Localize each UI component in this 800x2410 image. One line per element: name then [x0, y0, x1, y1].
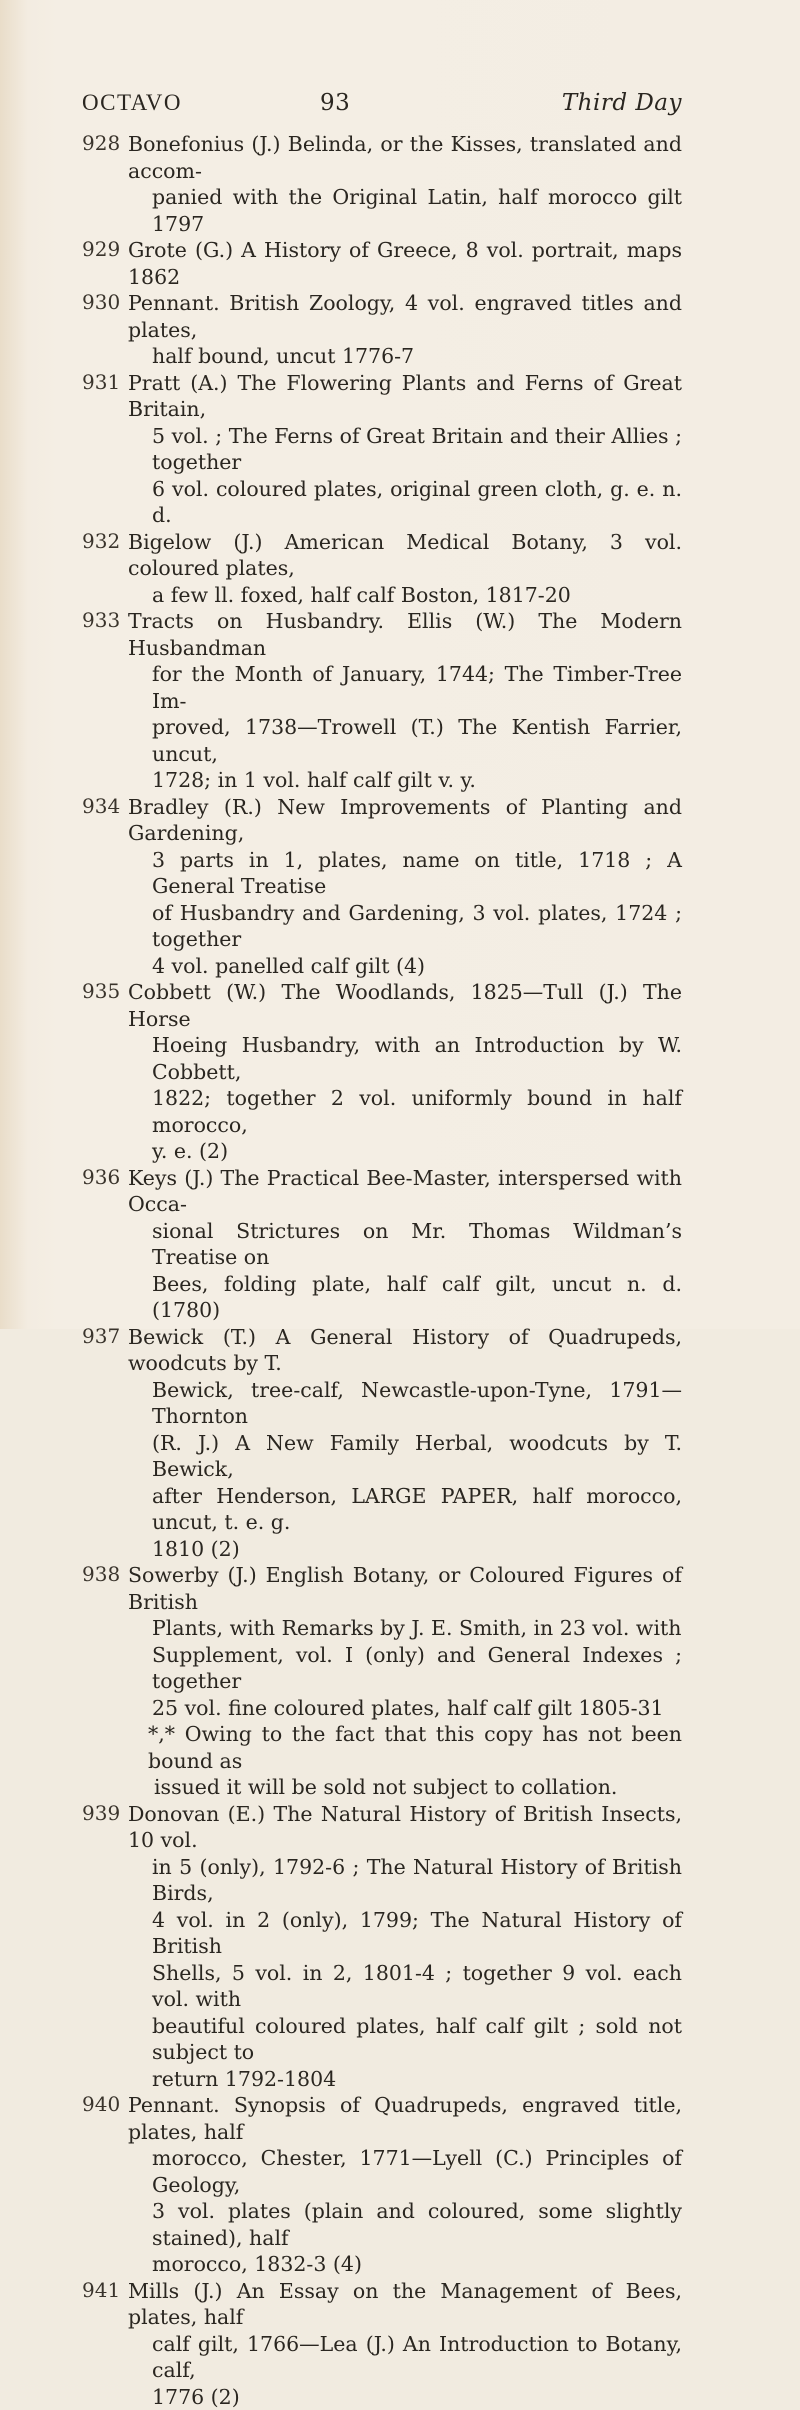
lot-description	[128, 979, 682, 1165]
description-line: morocco, 1832-3 (4)	[128, 2251, 682, 2278]
lot-description	[128, 1801, 682, 2093]
description-line: 1728; in 1 vol. half calf gilt v. y.	[128, 767, 682, 794]
lot-description	[128, 290, 682, 370]
lot-number: 935	[82, 979, 122, 1003]
lot-entry	[82, 2092, 682, 2278]
description-line: Sowerby (J.) English Botany, or Coloured Figures of British	[128, 1562, 682, 1615]
description-line: Bees, folding plate, half calf gilt, uncut n. d. (1780)	[128, 1271, 682, 1324]
lot-entry	[82, 370, 682, 529]
description-line: Bonefonius (J.) Belinda, or the Kisses, translated and accom-	[128, 131, 682, 184]
description-line: 3 parts in 1, plates, name on title, 1718 ; A General Treatise	[128, 847, 682, 900]
lot-entry	[82, 237, 682, 290]
lot-number: 937	[82, 1324, 122, 1348]
lot-entry	[82, 1165, 682, 1324]
description-line: for the Month of January, 1744; The Timber-Tree Im-	[128, 661, 682, 714]
description-line: (R. J.) A New Family Herbal, woodcuts by T. Bewick,	[128, 1430, 682, 1483]
lot-entry	[82, 1562, 682, 1801]
description-line: Bradley (R.) New Improvements of Planting and Gardening,	[128, 794, 682, 847]
lot-entry	[82, 979, 682, 1165]
description-line: Pratt (A.) The Flowering Plants and Ferns of Great Britain,	[128, 370, 682, 423]
lot-entry	[82, 290, 682, 370]
lot-number: 941	[82, 2278, 122, 2302]
description-line: 5 vol. ; The Ferns of Great Britain and their Allies ; together	[128, 423, 682, 476]
description-line: in 5 (only), 1792-6 ; The Natural History of British Birds,	[128, 1854, 682, 1907]
lot-number: 934	[82, 794, 122, 818]
page-number: 93	[320, 90, 350, 116]
lot-entry	[82, 794, 682, 980]
description-line: Bewick (T.) A General History of Quadrupeds, woodcuts by T.	[128, 1324, 682, 1377]
description-line: panied with the Original Latin, half morocco gilt 1797	[128, 184, 682, 237]
header-day: Third Day	[562, 90, 682, 116]
description-line: proved, 1738—Trowell (T.) The Kentish Farrier, uncut,	[128, 714, 682, 767]
description-line: Cobbett (W.) The Woodlands, 1825—Tull (J.) The Horse	[128, 979, 682, 1032]
lot-description	[128, 529, 682, 609]
description-line: after Henderson, LARGE PAPER, half morocco, uncut, t. e. g.	[128, 1483, 682, 1536]
description-line: 4 vol. panelled calf gilt (4)	[128, 953, 682, 980]
lot-entry	[82, 131, 682, 237]
description-line: calf gilt, 1766—Lea (J.) An Introduction to Botany, calf,	[128, 2331, 682, 2384]
description-line: 6 vol. coloured plates, original green cloth, g. e. n. d.	[128, 476, 682, 529]
description-line: Donovan (E.) The Natural History of British Insects, 10 vol.	[128, 1801, 682, 1854]
note-line: issued it will be sold not subject to collation.	[148, 1774, 682, 1801]
note-line: *,* Owing to the fact that this copy has not been bound as	[148, 1721, 682, 1774]
description-line: Supplement, vol. I (only) and General Indexes ; together	[128, 1642, 682, 1695]
page-header	[82, 86, 682, 126]
description-line: beautiful coloured plates, half calf gilt ; sold not subject to	[128, 2013, 682, 2066]
lot-description	[128, 608, 682, 794]
lot-description	[128, 2092, 682, 2278]
lot-description	[128, 1165, 682, 1324]
description-line: Mills (J.) An Essay on the Management of Bees, plates, half	[128, 2278, 682, 2331]
description-line: Hoeing Husbandry, with an Introduction by W. Cobbett,	[128, 1032, 682, 1085]
lot-entry	[82, 1801, 682, 2093]
lot-number: 928	[82, 131, 122, 155]
description-line: Plants, with Remarks by J. E. Smith, in 23 vol. with	[128, 1615, 682, 1642]
description-line: 3 vol. plates (plain and coloured, some slightly stained), half	[128, 2198, 682, 2251]
lot-description	[128, 1562, 682, 1721]
lot-list	[82, 131, 682, 2410]
description-line: Keys (J.) The Practical Bee-Master, interspersed with Occa-	[128, 1165, 682, 1218]
header-format: OCTAVO	[82, 90, 182, 116]
lot-number: 933	[82, 608, 122, 632]
description-line: 25 vol. fine coloured plates, half calf gilt 1805-31	[128, 1695, 682, 1722]
lot-number: 940	[82, 2092, 122, 2116]
lot-description	[128, 370, 682, 529]
lot-number: 939	[82, 1801, 122, 1825]
lot-note	[148, 1721, 682, 1801]
description-line: sional Strictures on Mr. Thomas Wildman’s Treatise on	[128, 1218, 682, 1271]
description-line: Bewick, tree-calf, Newcastle-upon-Tyne, 1791—Thornton	[128, 1377, 682, 1430]
description-line: 4 vol. in 2 (only), 1799; The Natural History of British	[128, 1907, 682, 1960]
description-line: 1776 (2)	[128, 2384, 682, 2410]
description-line: of Husbandry and Gardening, 3 vol. plates, 1724 ; together	[128, 900, 682, 953]
description-line: half bound, uncut 1776-7	[128, 343, 682, 370]
description-line: Tracts on Husbandry. Ellis (W.) The Modern Husbandman	[128, 608, 682, 661]
description-line: Grote (G.) A History of Greece, 8 vol. portrait, maps 1862	[128, 237, 682, 290]
description-line: 1822; together 2 vol. uniformly bound in half morocco,	[128, 1085, 682, 1138]
lot-entry	[82, 608, 682, 794]
lot-number: 931	[82, 370, 122, 394]
lot-number: 936	[82, 1165, 122, 1189]
description-line: y. e. (2)	[128, 1138, 682, 1165]
lot-description	[128, 237, 682, 290]
lot-entry	[82, 529, 682, 609]
description-line: a few ll. foxed, half calf Boston, 1817-20	[128, 582, 682, 609]
lot-number: 929	[82, 237, 122, 261]
lot-number: 930	[82, 290, 122, 314]
lot-description	[128, 131, 682, 237]
description-line: return 1792-1804	[128, 2066, 682, 2093]
lot-number: 938	[82, 1562, 122, 1586]
description-line: Pennant. Synopsis of Quadrupeds, engraved title, plates, half	[128, 2092, 682, 2145]
lot-entry	[82, 1324, 682, 1563]
lot-description	[128, 794, 682, 980]
lot-number: 932	[82, 529, 122, 553]
description-line: Shells, 5 vol. in 2, 1801-4 ; together 9 vol. each vol. with	[128, 1960, 682, 2013]
lot-entry	[82, 2278, 682, 2410]
description-line: 1810 (2)	[128, 1536, 682, 1563]
lot-description	[128, 2278, 682, 2410]
description-line: morocco, Chester, 1771—Lyell (C.) Principles of Geology,	[128, 2145, 682, 2198]
lot-description	[128, 1324, 682, 1563]
description-line: Pennant. British Zoology, 4 vol. engraved titles and plates,	[128, 290, 682, 343]
description-line: Bigelow (J.) American Medical Botany, 3 vol. coloured plates,	[128, 529, 682, 582]
